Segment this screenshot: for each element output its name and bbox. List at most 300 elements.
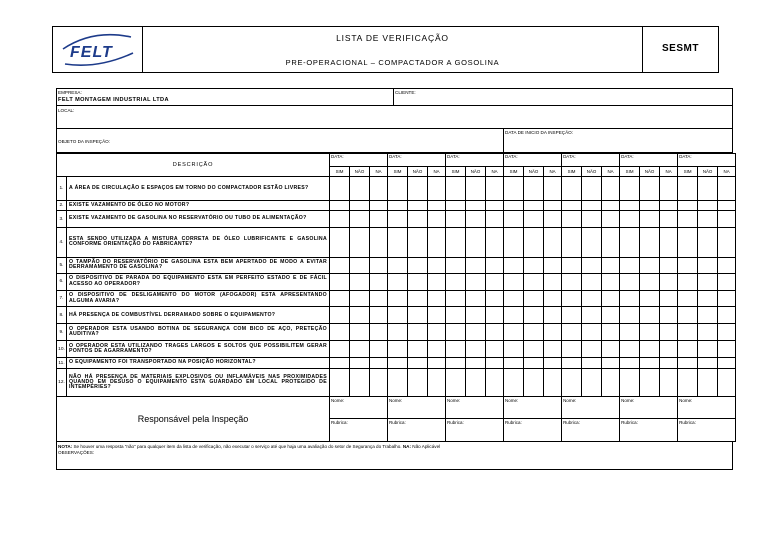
item-description: O DISPOSITIVO DE PARADA DO EQUIPAMENTO ESTA EM PERFEITO ESTADO E DE FÁCIL ACESSO AO OPERADOR? <box>67 273 330 290</box>
rubrica-field[interactable]: Rubrica: <box>562 418 620 441</box>
nome-field[interactable]: Nome: <box>330 397 388 418</box>
answer-cell[interactable] <box>524 290 544 307</box>
answer-header: NÃO <box>582 166 602 177</box>
answer-cell[interactable] <box>350 228 370 258</box>
item-description: EXISTE VAZAMENTO DE GASOLINA NO RESERVATÓRIO OU TUBO DE ALIMENTAÇÃO? <box>67 211 330 228</box>
answer-cell[interactable] <box>388 307 408 324</box>
answer-cell[interactable] <box>678 200 698 211</box>
answer-cell[interactable] <box>330 341 350 358</box>
item-number: 2. <box>57 200 67 211</box>
answer-cell[interactable] <box>660 290 678 307</box>
answer-cell[interactable] <box>388 368 408 397</box>
answer-cell[interactable] <box>446 368 466 397</box>
cliente-label: CLIENTE: <box>395 90 416 95</box>
answer-header: NA <box>428 166 446 177</box>
answer-cell[interactable] <box>408 307 428 324</box>
answer-cell[interactable] <box>428 257 446 273</box>
answer-cell[interactable] <box>330 273 350 290</box>
answer-cell[interactable] <box>660 257 678 273</box>
answer-cell[interactable] <box>698 177 718 200</box>
answer-cell[interactable] <box>620 368 640 397</box>
answer-cell[interactable] <box>388 257 408 273</box>
answer-cell[interactable] <box>562 358 582 369</box>
answer-cell[interactable] <box>446 211 466 228</box>
answer-cell[interactable] <box>678 211 698 228</box>
answer-cell[interactable] <box>582 200 602 211</box>
answer-cell[interactable] <box>562 307 582 324</box>
nome-field[interactable]: Nome: <box>562 397 620 418</box>
answer-cell[interactable] <box>350 257 370 273</box>
answer-cell[interactable] <box>544 273 562 290</box>
answer-cell[interactable] <box>408 273 428 290</box>
answer-cell[interactable] <box>504 257 524 273</box>
item-description: ESTA SENDO UTILIZADA A MISTURA CORRETA DE ÓLEO LUBRIFICANTE E GASOLINA CONFORME ORIENTAÇÃO DO FABRICANTE? <box>67 228 330 258</box>
answer-cell[interactable] <box>718 257 736 273</box>
answer-cell[interactable] <box>504 368 524 397</box>
answer-cell[interactable] <box>428 211 446 228</box>
answer-cell[interactable] <box>698 228 718 258</box>
answer-cell[interactable] <box>330 368 350 397</box>
answer-cell[interactable] <box>698 200 718 211</box>
answer-cell[interactable] <box>582 368 602 397</box>
item-description: O EQUIPAMENTO FOI TRANSPORTADO NA POSIÇÃO HORIZONTAL? <box>67 358 330 369</box>
answer-cell[interactable] <box>562 257 582 273</box>
answer-cell[interactable] <box>446 228 466 258</box>
answer-cell[interactable] <box>350 368 370 397</box>
answer-cell[interactable] <box>620 273 640 290</box>
answer-cell[interactable] <box>524 228 544 258</box>
answer-cell[interactable] <box>466 177 486 200</box>
answer-cell[interactable] <box>388 324 408 341</box>
answer-cell[interactable] <box>562 211 582 228</box>
date-header-row <box>57 154 736 167</box>
item-number: 4. <box>57 228 67 258</box>
answer-cell[interactable] <box>524 307 544 324</box>
answer-cell[interactable] <box>524 368 544 397</box>
answer-cell[interactable] <box>678 273 698 290</box>
answer-cell[interactable] <box>718 177 736 200</box>
answer-cell[interactable] <box>562 324 582 341</box>
nome-field[interactable]: Nome: <box>678 397 736 418</box>
answer-cell[interactable] <box>678 257 698 273</box>
answer-cell[interactable] <box>602 290 620 307</box>
answer-cell[interactable] <box>504 341 524 358</box>
answer-cell[interactable] <box>602 273 620 290</box>
answer-cell[interactable] <box>562 290 582 307</box>
answer-cell[interactable] <box>602 228 620 258</box>
answer-cell[interactable] <box>486 273 504 290</box>
answer-cell[interactable] <box>388 290 408 307</box>
answer-cell[interactable] <box>660 177 678 200</box>
answer-cell[interactable] <box>620 341 640 358</box>
answer-cell[interactable] <box>466 368 486 397</box>
answer-cell[interactable] <box>466 273 486 290</box>
date-field[interactable]: DATA: <box>504 154 562 167</box>
answer-cell[interactable] <box>370 368 388 397</box>
answer-cell[interactable] <box>678 358 698 369</box>
answer-cell[interactable] <box>660 324 678 341</box>
answer-cell[interactable] <box>428 290 446 307</box>
answer-cell[interactable] <box>408 324 428 341</box>
answer-cell[interactable] <box>504 273 524 290</box>
answer-cell[interactable] <box>562 228 582 258</box>
item-number: 6. <box>57 273 67 290</box>
answer-cell[interactable] <box>466 200 486 211</box>
rubrica-field[interactable]: Rubrica: <box>504 418 562 441</box>
answer-cell[interactable] <box>582 290 602 307</box>
answer-cell[interactable] <box>370 228 388 258</box>
answer-cell[interactable] <box>388 200 408 211</box>
answer-cell[interactable] <box>486 341 504 358</box>
answer-cell[interactable] <box>446 273 466 290</box>
answer-cell[interactable] <box>640 200 660 211</box>
answer-cell[interactable] <box>370 200 388 211</box>
answer-cell[interactable] <box>544 177 562 200</box>
answer-cell[interactable] <box>678 307 698 324</box>
answer-cell[interactable] <box>602 368 620 397</box>
answer-cell[interactable] <box>562 177 582 200</box>
answer-cell[interactable] <box>446 358 466 369</box>
answer-cell[interactable] <box>718 200 736 211</box>
answer-cell[interactable] <box>678 228 698 258</box>
answer-cell[interactable] <box>718 228 736 258</box>
answer-cell[interactable] <box>524 324 544 341</box>
answer-cell[interactable] <box>504 200 524 211</box>
answer-cell[interactable] <box>408 177 428 200</box>
answer-cell[interactable] <box>370 324 388 341</box>
answer-cell[interactable] <box>504 211 524 228</box>
answer-cell[interactable] <box>660 307 678 324</box>
answer-cell[interactable] <box>620 228 640 258</box>
item-description: HÁ PRESENÇA DE COMBUSTÍVEL DERRAMADO SOBRE O EQUIPAMENTO? <box>67 307 330 324</box>
answer-cell[interactable] <box>602 200 620 211</box>
answer-cell[interactable] <box>446 324 466 341</box>
answer-cell[interactable] <box>544 290 562 307</box>
answer-cell[interactable] <box>388 211 408 228</box>
answer-cell[interactable] <box>660 368 678 397</box>
answer-cell[interactable] <box>408 211 428 228</box>
answer-cell[interactable] <box>446 341 466 358</box>
date-field[interactable]: DATA: <box>330 154 388 167</box>
answer-cell[interactable] <box>370 273 388 290</box>
answer-cell[interactable] <box>370 307 388 324</box>
answer-cell[interactable] <box>620 257 640 273</box>
answer-cell[interactable] <box>640 257 660 273</box>
answer-cell[interactable] <box>446 290 466 307</box>
answer-cell[interactable] <box>582 228 602 258</box>
answer-cell[interactable] <box>504 177 524 200</box>
nome-field[interactable]: Nome: <box>446 397 504 418</box>
date-field[interactable]: DATA: <box>562 154 620 167</box>
answer-cell[interactable] <box>330 177 350 200</box>
answer-header: NÃO <box>466 166 486 177</box>
answer-cell[interactable] <box>602 211 620 228</box>
answer-cell[interactable] <box>350 200 370 211</box>
answer-cell[interactable] <box>678 341 698 358</box>
answer-cell[interactable] <box>504 290 524 307</box>
answer-cell[interactable] <box>698 273 718 290</box>
answer-cell[interactable] <box>544 368 562 397</box>
answer-cell[interactable] <box>350 177 370 200</box>
answer-cell[interactable] <box>466 358 486 369</box>
answer-cell[interactable] <box>620 290 640 307</box>
answer-cell[interactable] <box>660 228 678 258</box>
answer-cell[interactable] <box>640 273 660 290</box>
rubrica-field[interactable]: Rubrica: <box>330 418 388 441</box>
answer-cell[interactable] <box>370 358 388 369</box>
answer-cell[interactable] <box>466 228 486 258</box>
answer-cell[interactable] <box>466 307 486 324</box>
answer-cell[interactable] <box>640 177 660 200</box>
answer-cell[interactable] <box>620 307 640 324</box>
answer-cell[interactable] <box>370 211 388 228</box>
form-subtitle: PRE-OPERACIONAL – COMPACTADOR A GOSOLINA <box>285 58 500 67</box>
answer-cell[interactable] <box>698 307 718 324</box>
answer-cell[interactable] <box>660 341 678 358</box>
answer-cell[interactable] <box>446 257 466 273</box>
answer-cell[interactable] <box>330 257 350 273</box>
answer-header: NÃO <box>408 166 428 177</box>
answer-cell[interactable] <box>428 228 446 258</box>
answer-cell[interactable] <box>428 200 446 211</box>
answer-cell[interactable] <box>428 324 446 341</box>
answer-cell[interactable] <box>350 307 370 324</box>
answer-header: NA <box>544 166 562 177</box>
nome-field[interactable]: Nome: <box>504 397 562 418</box>
answer-cell[interactable] <box>370 257 388 273</box>
answer-cell[interactable] <box>698 290 718 307</box>
date-field[interactable]: DATA: <box>446 154 504 167</box>
answer-header: SIM <box>330 166 350 177</box>
answer-cell[interactable] <box>388 358 408 369</box>
answer-cell[interactable] <box>350 211 370 228</box>
answer-cell[interactable] <box>486 228 504 258</box>
answer-cell[interactable] <box>620 177 640 200</box>
answer-cell[interactable] <box>544 358 562 369</box>
item-number: 12. <box>57 368 67 397</box>
answer-cell[interactable] <box>620 200 640 211</box>
answer-cell[interactable] <box>660 200 678 211</box>
answer-cell[interactable] <box>698 257 718 273</box>
answer-cell[interactable] <box>330 324 350 341</box>
answer-cell[interactable] <box>602 257 620 273</box>
answer-cell[interactable] <box>428 177 446 200</box>
answer-cell[interactable] <box>660 211 678 228</box>
answer-cell[interactable] <box>408 368 428 397</box>
answer-cell[interactable] <box>640 358 660 369</box>
nome-field[interactable]: Nome: <box>620 397 678 418</box>
answer-cell[interactable] <box>408 290 428 307</box>
answer-cell[interactable] <box>524 341 544 358</box>
answer-cell[interactable] <box>428 273 446 290</box>
answer-cell[interactable] <box>718 211 736 228</box>
nome-field[interactable]: Nome: <box>388 397 446 418</box>
answer-cell[interactable] <box>486 307 504 324</box>
answer-cell[interactable] <box>718 273 736 290</box>
answer-cell[interactable] <box>660 358 678 369</box>
answer-cell[interactable] <box>544 200 562 211</box>
date-field[interactable]: DATA: <box>678 154 736 167</box>
answer-cell[interactable] <box>428 368 446 397</box>
answer-cell[interactable] <box>350 341 370 358</box>
answer-cell[interactable] <box>486 211 504 228</box>
answer-cell[interactable] <box>582 324 602 341</box>
answer-cell[interactable] <box>718 290 736 307</box>
answer-cell[interactable] <box>408 341 428 358</box>
answer-cell[interactable] <box>504 307 524 324</box>
answer-cell[interactable] <box>524 177 544 200</box>
answer-cell[interactable] <box>640 211 660 228</box>
answer-cell[interactable] <box>408 228 428 258</box>
answer-cell[interactable] <box>446 307 466 324</box>
date-field[interactable]: DATA: <box>388 154 446 167</box>
answer-cell[interactable] <box>350 324 370 341</box>
rubrica-field[interactable]: Rubrica: <box>620 418 678 441</box>
answer-cell[interactable] <box>524 257 544 273</box>
answer-cell[interactable] <box>602 324 620 341</box>
answer-cell[interactable] <box>524 273 544 290</box>
answer-cell[interactable] <box>466 257 486 273</box>
answer-cell[interactable] <box>486 200 504 211</box>
answer-cell[interactable] <box>524 200 544 211</box>
answer-cell[interactable] <box>486 257 504 273</box>
answer-cell[interactable] <box>486 358 504 369</box>
answer-cell[interactable] <box>504 324 524 341</box>
answer-cell[interactable] <box>428 358 446 369</box>
answer-cell[interactable] <box>602 341 620 358</box>
answer-cell[interactable] <box>698 341 718 358</box>
answer-cell[interactable] <box>504 228 524 258</box>
local-label: LOCAL: <box>58 108 75 113</box>
answer-cell[interactable] <box>544 341 562 358</box>
answer-cell[interactable] <box>350 358 370 369</box>
answer-cell[interactable] <box>640 290 660 307</box>
answer-cell[interactable] <box>718 307 736 324</box>
answer-cell[interactable] <box>562 273 582 290</box>
answer-cell[interactable] <box>602 177 620 200</box>
answer-cell[interactable] <box>466 341 486 358</box>
sesmt-label: SESMT <box>662 43 699 54</box>
answer-cell[interactable] <box>370 290 388 307</box>
answer-cell[interactable] <box>678 324 698 341</box>
answer-cell[interactable] <box>370 341 388 358</box>
answer-cell[interactable] <box>446 200 466 211</box>
answer-cell[interactable] <box>582 257 602 273</box>
answer-cell[interactable] <box>544 211 562 228</box>
answer-cell[interactable] <box>486 368 504 397</box>
answer-cell[interactable] <box>504 358 524 369</box>
item-number: 11. <box>57 358 67 369</box>
answer-cell[interactable] <box>640 228 660 258</box>
answer-cell[interactable] <box>620 324 640 341</box>
answer-cell[interactable] <box>524 211 544 228</box>
answer-cell[interactable] <box>602 358 620 369</box>
answer-cell[interactable] <box>544 228 562 258</box>
empresa-value[interactable]: FELT MONTAGEM INDUSTRIAL LTDA <box>58 97 169 103</box>
answer-cell[interactable] <box>582 273 602 290</box>
answer-cell[interactable] <box>446 177 466 200</box>
answer-cell[interactable] <box>388 273 408 290</box>
answer-cell[interactable] <box>524 358 544 369</box>
answer-cell[interactable] <box>678 368 698 397</box>
footer-notes <box>56 442 733 470</box>
answer-cell[interactable] <box>370 177 388 200</box>
answer-cell[interactable] <box>640 307 660 324</box>
answer-cell[interactable] <box>330 358 350 369</box>
answer-cell[interactable] <box>602 307 620 324</box>
answer-cell[interactable] <box>698 368 718 397</box>
nome-row <box>57 397 736 418</box>
answer-cell[interactable] <box>718 358 736 369</box>
answer-cell[interactable] <box>544 324 562 341</box>
answer-cell[interactable] <box>330 211 350 228</box>
answer-cell[interactable] <box>562 200 582 211</box>
answer-cell[interactable] <box>698 358 718 369</box>
answer-header: NA <box>486 166 504 177</box>
answer-cell[interactable] <box>350 273 370 290</box>
answer-cell[interactable] <box>428 341 446 358</box>
rubrica-field[interactable]: Rubrica: <box>678 418 736 441</box>
answer-cell[interactable] <box>330 307 350 324</box>
item-description: A ÁREA DE CIRCULAÇÃO E ESPAÇOS EM TORNO DO COMPACTADOR ESTÃO LIVRES? <box>67 177 330 200</box>
answer-cell[interactable] <box>350 290 370 307</box>
answer-cell[interactable] <box>620 211 640 228</box>
rubrica-field[interactable]: Rubrica: <box>388 418 446 441</box>
answer-cell[interactable] <box>466 324 486 341</box>
rubrica-field[interactable]: Rubrica: <box>446 418 504 441</box>
answer-cell[interactable] <box>388 177 408 200</box>
date-field[interactable]: DATA: <box>620 154 678 167</box>
answer-cell[interactable] <box>544 307 562 324</box>
answer-cell[interactable] <box>330 200 350 211</box>
answer-cell[interactable] <box>466 211 486 228</box>
answer-cell[interactable] <box>718 341 736 358</box>
answer-cell[interactable] <box>388 341 408 358</box>
answer-cell[interactable] <box>582 211 602 228</box>
answer-cell[interactable] <box>582 177 602 200</box>
answer-cell[interactable] <box>486 290 504 307</box>
answer-cell[interactable] <box>466 290 486 307</box>
answer-cell[interactable] <box>718 324 736 341</box>
answer-cell[interactable] <box>388 228 408 258</box>
answer-cell[interactable] <box>678 290 698 307</box>
answer-cell[interactable] <box>660 273 678 290</box>
answer-cell[interactable] <box>428 307 446 324</box>
answer-cell[interactable] <box>620 358 640 369</box>
answer-cell[interactable] <box>582 307 602 324</box>
answer-cell[interactable] <box>544 257 562 273</box>
answer-cell[interactable] <box>330 228 350 258</box>
sesmt-cell <box>643 27 718 72</box>
answer-cell[interactable] <box>562 341 582 358</box>
answer-cell[interactable] <box>408 358 428 369</box>
answer-cell[interactable] <box>582 358 602 369</box>
answer-cell[interactable] <box>486 177 504 200</box>
answer-cell[interactable] <box>678 177 698 200</box>
answer-cell[interactable] <box>562 368 582 397</box>
answer-cell[interactable] <box>640 368 660 397</box>
answer-cell[interactable] <box>698 211 718 228</box>
answer-cell[interactable] <box>698 324 718 341</box>
answer-cell[interactable] <box>330 290 350 307</box>
answer-cell[interactable] <box>582 341 602 358</box>
answer-cell[interactable] <box>640 324 660 341</box>
answer-cell[interactable] <box>408 257 428 273</box>
answer-cell[interactable] <box>486 324 504 341</box>
answer-cell[interactable] <box>640 341 660 358</box>
answer-cell[interactable] <box>718 368 736 397</box>
answer-cell[interactable] <box>408 200 428 211</box>
